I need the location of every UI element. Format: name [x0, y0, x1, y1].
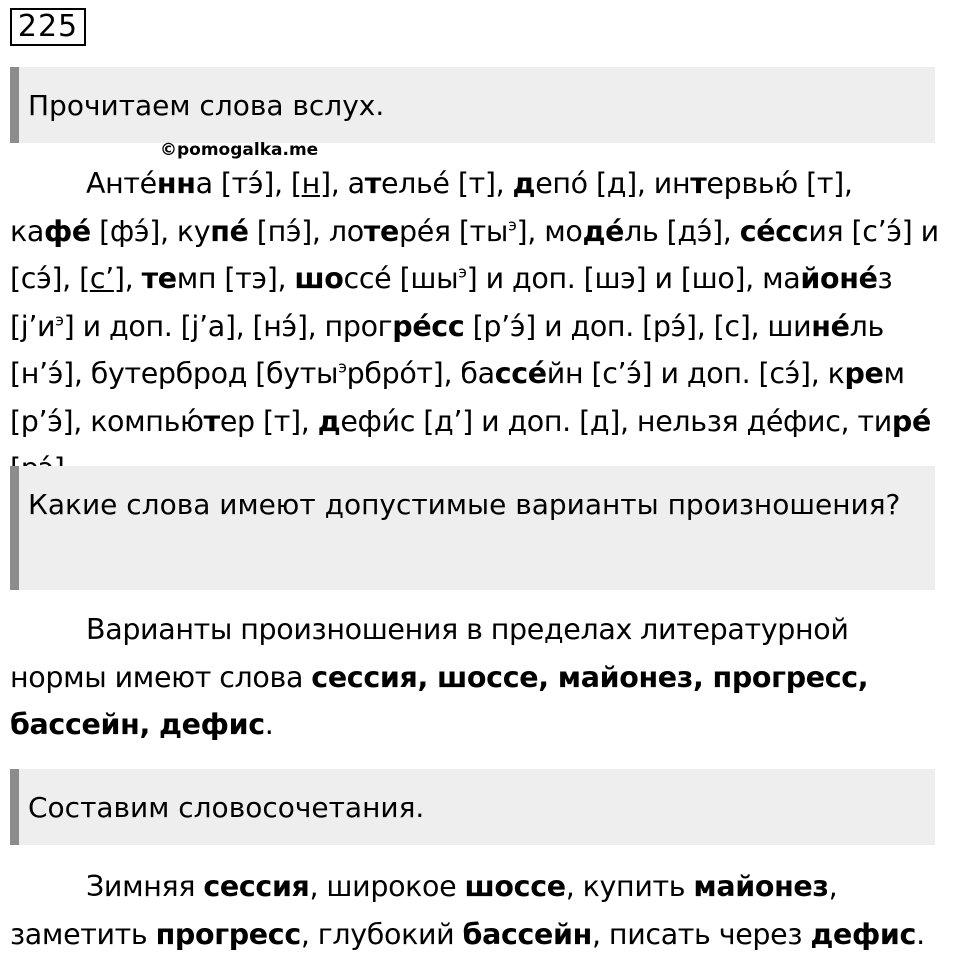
text-segment: мп [тэ], — [176, 262, 295, 295]
bold-segment: ре — [844, 357, 884, 390]
question-pronunciation-variants — [10, 466, 935, 590]
underlined-segment: н — [301, 167, 320, 200]
underlined-segment: с’ — [89, 262, 114, 295]
bold-segment: те — [363, 214, 399, 248]
text-segment: епо́ [д], ин — [535, 167, 691, 200]
answer-paragraph-variants — [10, 606, 940, 749]
bold-segment: ре́ — [891, 404, 931, 438]
superscript-mark: э — [458, 262, 467, 282]
bold-segment: дефис — [810, 917, 917, 951]
superscript-mark: э — [508, 215, 517, 234]
text-segment: . — [916, 917, 925, 951]
text-segment: рбро́т], ба — [346, 357, 495, 390]
text-segment: Анте́ — [86, 167, 157, 200]
bold-segment: д — [317, 404, 341, 438]
question-read-aloud — [10, 67, 935, 143]
text-segment: ], мо — [516, 214, 583, 248]
text-segment: м [р’э́], компью́ — [10, 357, 905, 438]
text-segment: ль [дэ́], — [624, 214, 740, 248]
superscript-mark: э — [338, 357, 347, 377]
text-segment: , глубокий — [300, 917, 463, 951]
answer-paragraph-pronunciation — [10, 160, 940, 493]
watermark: ©pomogalka.me — [160, 140, 319, 160]
text-segment: ], а — [319, 167, 365, 200]
text-segment: ервью́ [т], ка — [10, 167, 853, 248]
text-segment: . — [264, 708, 274, 741]
bold-segment: майонез — [693, 870, 829, 903]
bold-segment: т — [690, 167, 707, 200]
text-segment: ], — [113, 262, 142, 295]
question-compose-phrases — [10, 769, 935, 845]
text-segment: Зимняя — [86, 870, 204, 903]
text-segment: [р’э́] и доп. [рэ́], [с], ши — [464, 309, 812, 343]
text-segment: ] и доп. [j’а], [нэ́], прог — [63, 309, 393, 343]
text-segment: елье́ [т], — [380, 167, 513, 200]
text-segment: йн [с’э́] и доп. [сэ́], к — [546, 357, 845, 390]
bold-segment: не́ — [811, 309, 850, 343]
question-text: Прочитаем слова вслух. — [28, 89, 385, 122]
text-segment: , заметить — [10, 870, 838, 951]
text-segment: з [j’и — [10, 262, 893, 343]
bold-segment: де́ — [582, 214, 625, 248]
question-text: Составим словосочетания. — [28, 791, 425, 824]
text-segment: ер [т], — [219, 404, 318, 438]
bold-segment: ре́сс — [392, 309, 465, 343]
text-segment: ссе́ [шы — [343, 262, 459, 295]
bold-segment: сессия, шоссе, майонез, прогресс, бассейн, дефис — [10, 660, 869, 741]
text-segment: ль [н’э́], бутерброд [буты — [10, 309, 884, 390]
text-segment: , писать через — [592, 917, 811, 951]
bold-segment: сессия — [203, 870, 310, 903]
text-segment: Варианты произношения в пределах литературной нормы имеют слова — [10, 613, 849, 694]
bold-segment: йоне́ — [800, 262, 878, 295]
text-segment: а [тэ́], [ — [195, 167, 302, 200]
bold-segment: бассейн — [462, 917, 592, 951]
superscript-mark: э — [55, 310, 64, 329]
text-segment: ефи́с [д’] и доп. [д], нельзя де́фис, ти — [340, 404, 892, 438]
bold-segment: д — [512, 167, 536, 200]
bold-segment: ссе́ — [494, 357, 547, 390]
text-segment: ] и доп. [шэ] и [шо], ма — [466, 262, 801, 295]
bold-segment: шо — [294, 262, 344, 295]
text-segment: ия [с’э́] и [сэ́], [ — [10, 214, 939, 295]
text-segment: [пэ́], ло — [248, 214, 364, 248]
task-number: 225 — [10, 8, 86, 46]
text-segment: [фэ́], ку — [90, 214, 211, 248]
bold-segment: се́сс — [739, 214, 809, 248]
text-segment: , купить — [565, 870, 694, 903]
bold-segment: те — [141, 262, 177, 295]
text-segment: ре́я [ты — [398, 214, 509, 248]
bold-segment: прогресс — [155, 917, 301, 951]
question-text: Какие слова имеют допустимые варианты произношения? — [28, 488, 901, 521]
bold-segment: шоссе — [464, 870, 566, 903]
bold-segment: т — [203, 404, 220, 438]
bold-segment: нн — [156, 167, 196, 200]
answer-paragraph-phrases — [10, 863, 940, 958]
bold-segment: т — [364, 167, 381, 200]
bold-segment: фе́ — [43, 214, 91, 248]
text-segment: , широкое — [309, 870, 465, 903]
bold-segment: пе́ — [210, 214, 249, 248]
